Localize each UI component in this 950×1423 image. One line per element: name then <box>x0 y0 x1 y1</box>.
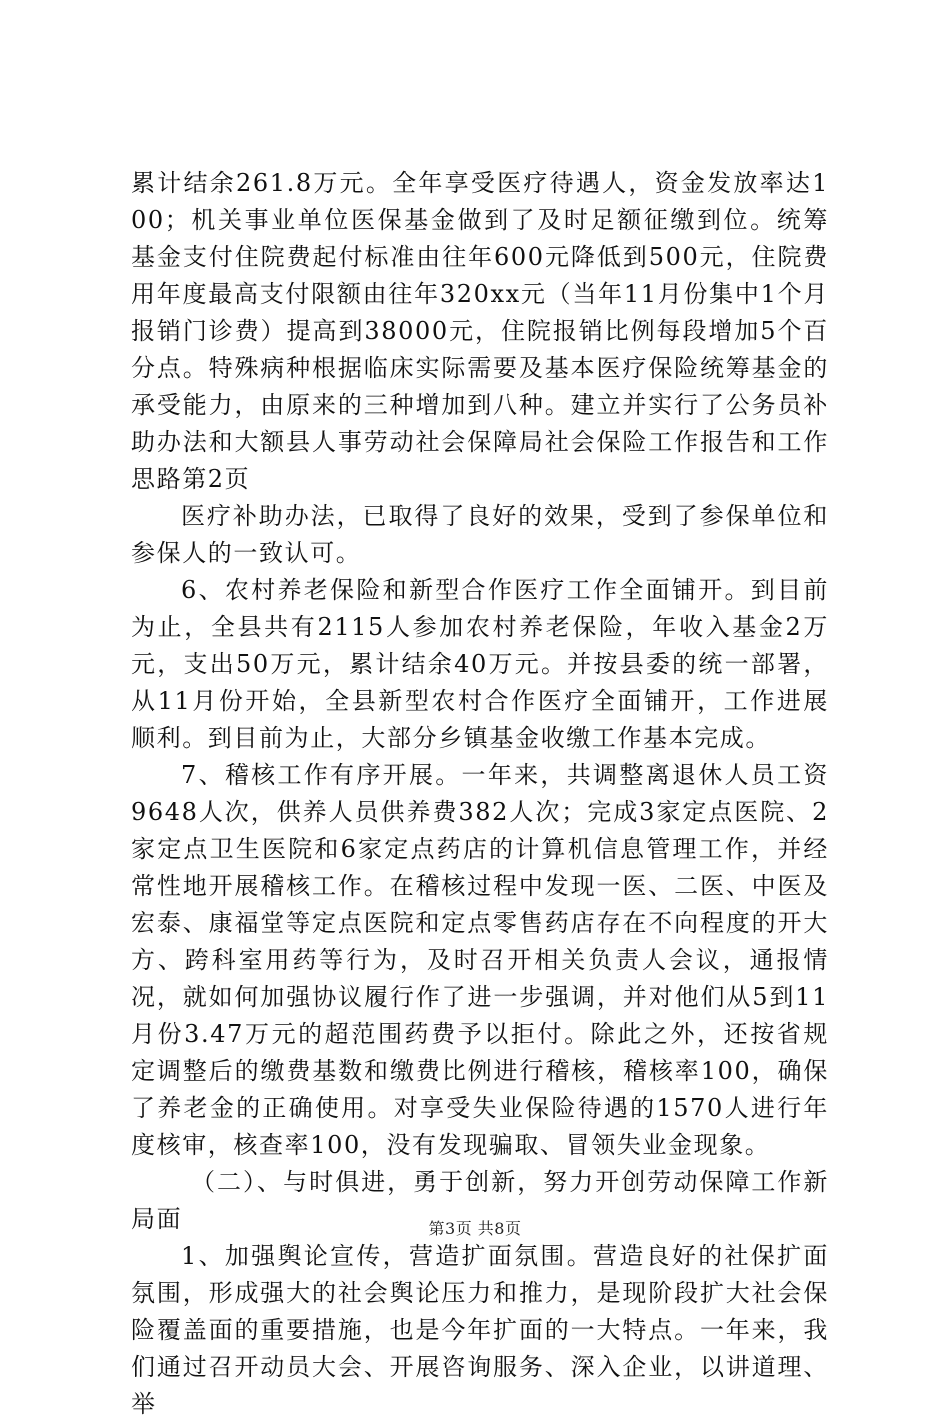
section-heading-innovation: （二）、与时俱进，勇于创新，努力开创劳动保障工作新局面 <box>131 1168 829 1233</box>
paragraph-publicity: 1、加强舆论宣传，营造扩面氛围。营造良好的社保扩面氛围，形成强大的社会舆论压力和推力，是现阶段扩大社会保险覆盖面的重要措施，也是今年扩面的一大特点。一年来，我们通过召开动员大会、开展咨询服务、深入企业，以讲道理、举 <box>131 1242 829 1418</box>
paragraph-audit-work: 7、稽核工作有序开展。一年来，共调整离退休人员工资9648人次，供养人员供养费382人次；完成3家定点医院、2家定点卫生医院和6家定点药店的计算机信息管理工作，并经常性地开展稽核工作。在稽核过程中发现一医、二医、中医及宏泰、康福堂等定点医院和定点零售药店存在不向程度的开大方、跨科室用药等行为，及时召开相关负责人会议，通报情况，就如何加强协议履行作了进一步强调，并对他们从5到11月份3.47万元的超范围药费予以拒付。除此之外，还按省规定调整后的缴费基数和缴费比例进行稽核，稽核率100，确保了养老金的正确使用。对享受失业保险待遇的1570人进行年度核审，核查率100，没有发现骗取、冒领失业金现象。 <box>131 761 829 1159</box>
paragraph-medical-subsidy: 医疗补助办法，已取得了良好的效果，受到了参保单位和参保人的一致认可。 <box>131 502 829 567</box>
paragraph-rural-pension: 6、农村养老保险和新型合作医疗工作全面铺开。到目前为止，全县共有2115人参加农村养老保险，年收入基金2万元，支出50万元，累计结余40万元。并按县委的统一部署，从11月份开始，全县新型农村合作医疗全面铺开，工作进展顺利。到目前为止，大部分乡镇基金收缴工作基本完成。 <box>131 576 829 752</box>
page-footer: 第3页 共8页 <box>428 1219 522 1238</box>
paragraph-fund-balance: 累计结余261.8万元。全年享受医疗待遇人，资金发放率达100；机关事业单位医保基金做到了及时足额征缴到位。统筹基金支付住院费起付标准由往年600元降低到500元，住院费用年度最高支付限额由往年320xx元（当年11月份集中1个月报销门诊费）提高到38000元，住院报销比例每段增加5个百分点。特殊病种根据临床实际需要及基本医疗保险统筹基金的承受能力，由原来的三种增加到八种。建立并实行了公务员补助办法和大额县人事劳动社会保障局社会保险工作报告和工作思路第2页 <box>131 169 829 493</box>
